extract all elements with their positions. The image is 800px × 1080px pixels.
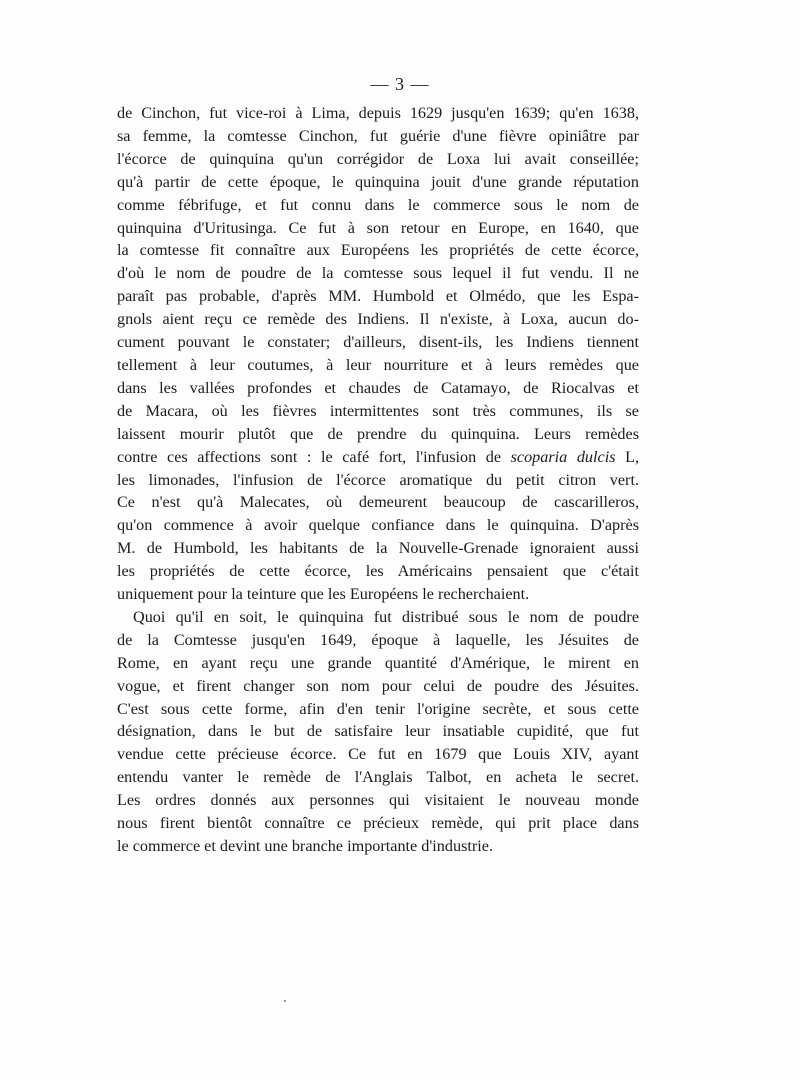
body-text bbox=[117, 102, 639, 858]
text-line: d'où le nom de poudre de la comtesse sous lequel il fut vendu. Il ne bbox=[117, 264, 639, 283]
italic-suffix: L, bbox=[615, 447, 640, 466]
text-line: laissent mourir plutôt que de prendre du quinquina. Leurs remèdes bbox=[117, 424, 639, 443]
text-line: uniquement pour la teinture que les Européens le recherchaient. bbox=[117, 585, 530, 604]
text-line: M. de Humbold, les habitants de la Nouvelle-Grenade ignoraient aussi bbox=[117, 539, 639, 558]
text-line-start: contre ces affections sont : le café fort, l'infusion de bbox=[117, 447, 511, 466]
text-line: comme fébrifuge, et fut connu dans le commerce sous le nom de bbox=[117, 195, 639, 214]
text-line: paraît pas probable, d'après MM. Humbold et Olmédo, que les Espa- bbox=[117, 287, 639, 306]
print-speck bbox=[284, 1000, 286, 1002]
text-line: vogue, et firent changer son nom pour celui de poudre des Jésuites. bbox=[117, 676, 639, 695]
text-line: entendu vanter le remède de l'Anglais Talbot, en acheta le secret. bbox=[117, 768, 639, 787]
text-line: vendue cette précieuse écorce. Ce fut en 1679 que Louis XIV, ayant bbox=[117, 745, 639, 764]
paragraph-1 bbox=[117, 102, 639, 606]
text-line: Ce n'est qu'à Malecates, où demeurent beaucoup de cascarilleros, bbox=[117, 493, 639, 512]
text-line: l'écorce de quinquina qu'un corrégidor de Loxa lui avait conseillée; bbox=[117, 149, 639, 168]
text-line: qu'on commence à avoir quelque confiance dans le quinquina. D'après bbox=[117, 516, 639, 535]
text-line: C'est sous cette forme, afin d'en tenir l'origine secrète, et sous cette bbox=[117, 699, 639, 718]
text-line: Rome, en ayant reçu une grande quantité d'Amérique, le mirent en bbox=[117, 653, 639, 672]
text-line: cument pouvant le constater; d'ailleurs, disent-ils, les Indiens tiennent bbox=[117, 333, 639, 352]
text-line: désignation, dans le but de satisfaire leur insatiable cupidité, que fut bbox=[117, 722, 639, 741]
text-line: la comtesse fit connaître aux Européens les propriétés de cette écorce, bbox=[117, 241, 639, 260]
text-line: le commerce et devint une branche importante d'industrie. bbox=[117, 837, 493, 855]
text-line: les limonades, l'infusion de l'écorce aromatique du petit citron vert. bbox=[117, 470, 639, 489]
text-line: de Cinchon, fut vice-roi à Lima, depuis 1629 jusqu'en 1639; qu'en 1638, bbox=[117, 104, 639, 122]
text-line: Quoi qu'il en soit, le quinquina fut distribué sous le nom de poudre bbox=[133, 607, 639, 626]
text-line: quinquina d'Uritusinga. Ce fut à son retour en Europe, en 1640, que bbox=[117, 218, 639, 237]
text-line: gnols aient reçu ce remède des Indiens. Il n'existe, à Loxa, aucun do- bbox=[117, 310, 639, 329]
text-line: qu'à partir de cette époque, le quinquina jouit d'une grande réputation bbox=[117, 172, 639, 191]
paragraph-2 bbox=[117, 606, 639, 858]
text-line: nous firent bientôt connaître ce précieux remède, qui prit place dans bbox=[117, 814, 639, 833]
text-line: de la Comtesse jusqu'en 1649, époque à laquelle, les Jésuites de bbox=[117, 630, 639, 649]
text-line: les propriétés de cette écorce, les Américains pensaient que c'était bbox=[117, 562, 639, 581]
italic-species-name: scoparia dulcis bbox=[510, 447, 616, 466]
page-number: — 3 — bbox=[370, 74, 430, 94]
text-line: dans les vallées profondes et chaudes de Catamayo, de Riocalvas et bbox=[117, 378, 639, 397]
text-line: sa femme, la comtesse Cinchon, fut guérie d'une fièvre opiniâtre par bbox=[117, 126, 639, 145]
text-line: tellement à leur coutumes, à leur nourriture et à leurs remèdes que bbox=[117, 355, 639, 374]
text-line: de Macara, où les fièvres intermittentes sont très communes, ils se bbox=[117, 401, 639, 420]
text-line-with-italic bbox=[117, 446, 639, 469]
text-line: Les ordres donnés aux personnes qui visitaient le nouveau monde bbox=[117, 791, 639, 810]
